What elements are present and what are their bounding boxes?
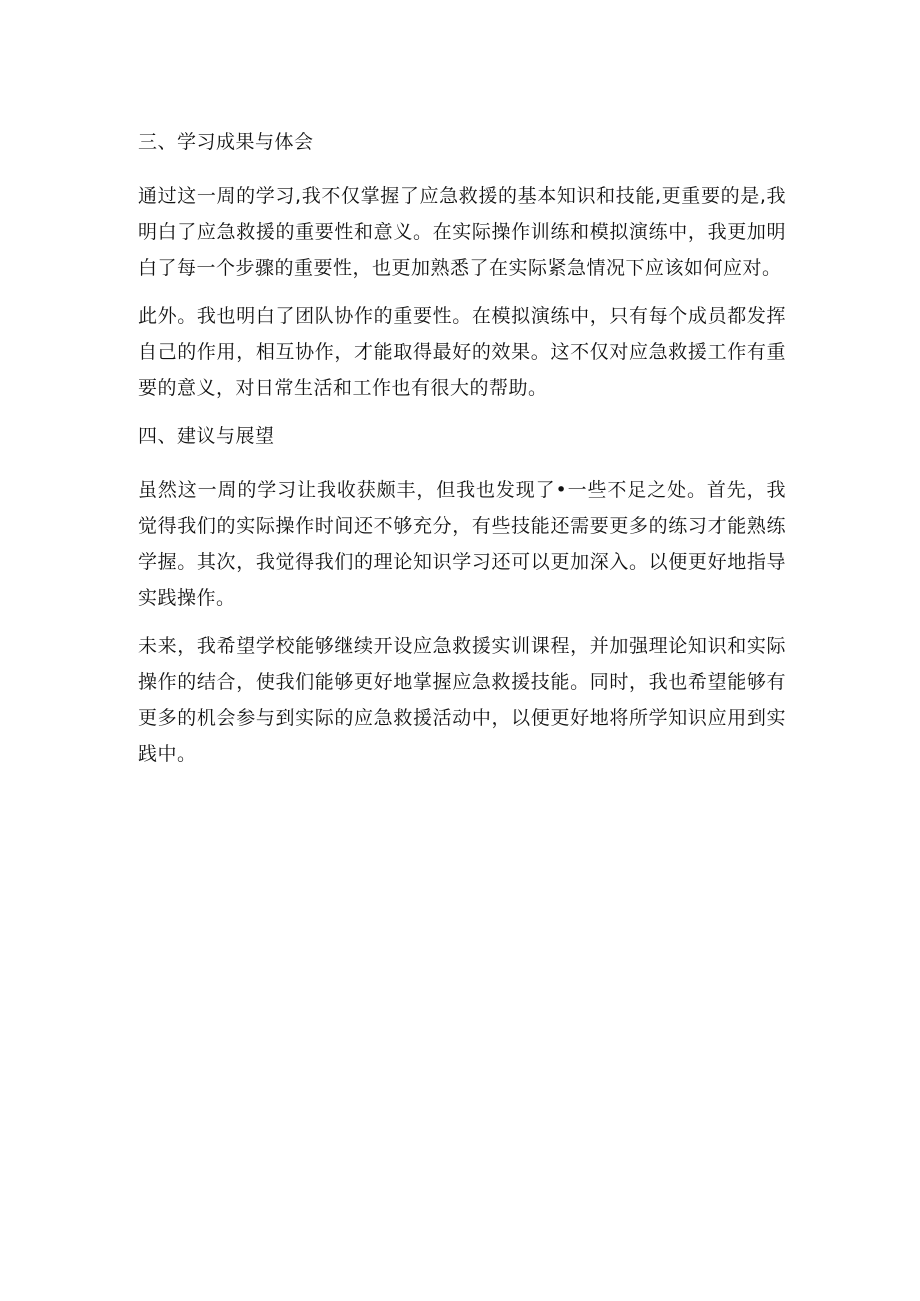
paragraph-learning-outcomes-2: 此外。我也明白了团队协作的重要性。在模拟演练中，只有每个成员都发挥自己的作用，相互协作，才能取得最好的效果。这不仅对应急救援工作有重要的意义，对日常生活和工作也有很大的帮助。: [138, 305, 786, 399]
section-heading-suggestions-outlook: 四、建议与展望: [138, 425, 275, 447]
section-heading-learning-outcomes: 三、学习成果与体会: [138, 131, 314, 153]
paragraph-learning-outcomes-1: 通过这一周的学习,我不仅掌握了应急救援的基本知识和技能,更重要的是,我明白了应急救援的重要性和意义。在实际操作训练和模拟演练中，我更加明白了每一个步骤的重要性，也更加熟悉了在实际紧急情况下应该如何应对。: [138, 185, 786, 279]
document-body: [138, 124, 786, 782]
paragraph-suggestions-2: 未来，我希望学校能够继续开设应急救援实训课程，并加强理论知识和实际操作的结合，使我们能够更好地掌握应急救援技能。同时，我也希望能够有更多的机会参与到实际的应急救援活动中，以便更好地将所学知识应用到实践中。: [138, 635, 786, 765]
paragraph-suggestions-1: 虽然这一周的学习让我收获颇丰，但我也发现了•一些不足之处。首先，我觉得我们的实际操作时间还不够充分，有些技能还需要更多的练习才能熟练学握。其次，我觉得我们的理论知识学习还可以更加深入。以便更好地指导实践操作。: [138, 479, 786, 609]
